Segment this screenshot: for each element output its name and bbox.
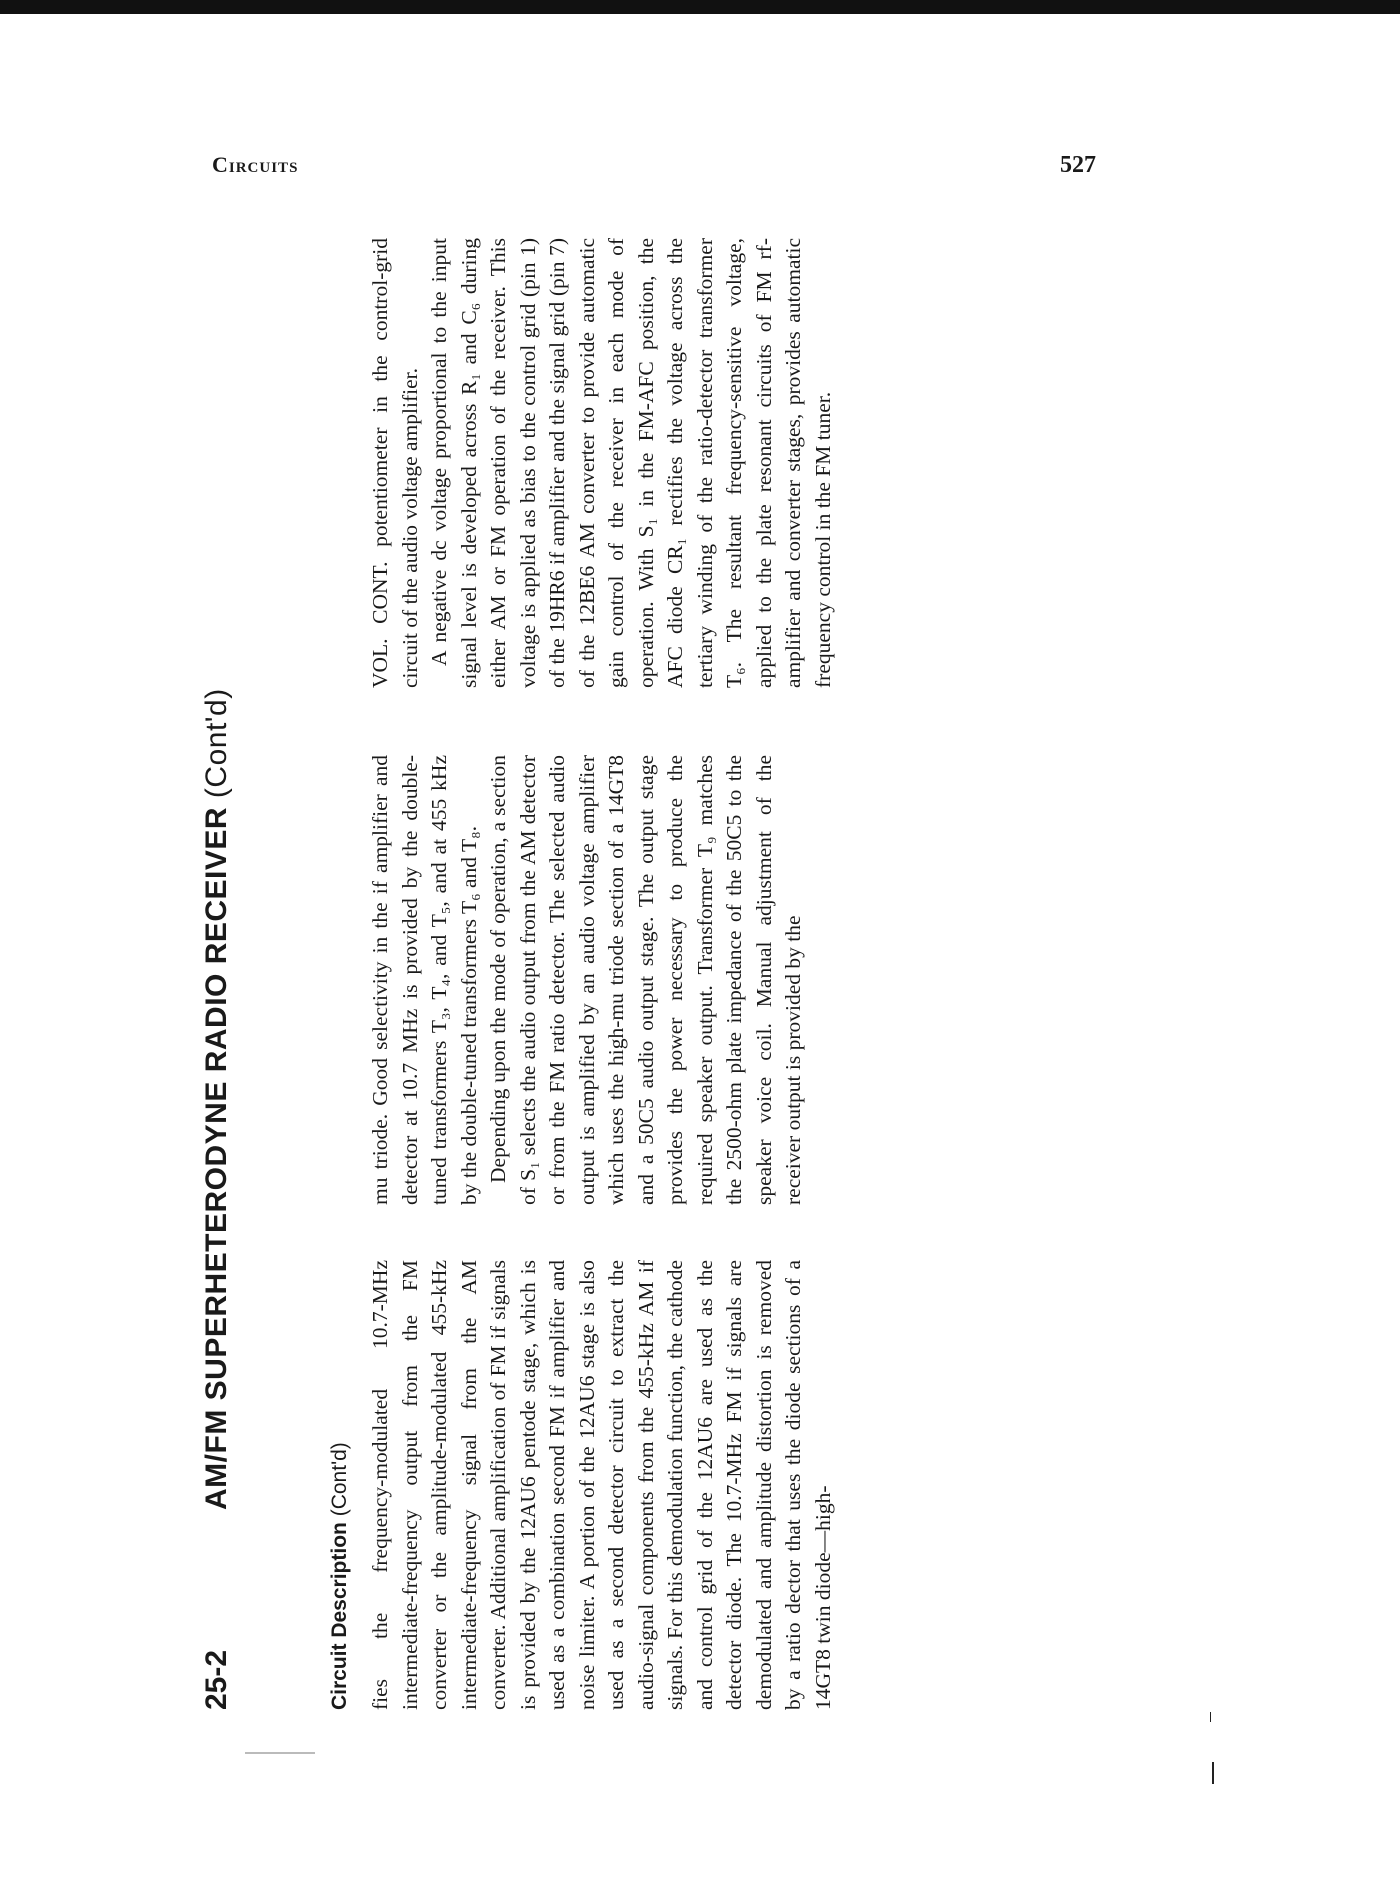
text-column-2 [366, 755, 966, 1205]
page-number: 527 [1060, 152, 1096, 178]
paragraph: VOL. CONT. potentiometer in the control-grid circuit of the audio voltage amplifier. [368, 238, 422, 688]
section-title-contd: (Cont'd) [200, 688, 233, 799]
paragraph: Depending upon the mode of operation, a section of S₁ selects the audio output from the AM detector or from the FM ratio detector. The selected audio output is amplified by an audio voltage amplifier which uses the high-mu triode section of a 14GT8 and a 50C5 audio output stage. The output stage provides the power necessary to produce the required speaker output. Transformer T₉ matches the 2500-ohm plate impedance of the 50C5 to the speaker voice coil. Manual adjustment of the receiver output is provided by the [486, 755, 805, 1205]
scan-artifact-dash [245, 1752, 315, 1754]
section-number: 25-2 [200, 1649, 233, 1710]
paragraph: fies the frequency-modulated 10.7-MHz intermediate-frequency output from the FM converter or the amplitude-modulated 455-kHz intermediate-frequency signal from the AM converter. Additional amplification of FM if signals is provided by the 12AU6 pentode stage, which is used as a combination second FM if amplifier and noise limiter. A portion of the 12AU6 stage is also used as a second detector circuit to extract the audio-signal components from the 455-kHz AM if signals. For this demodulation function, the cathode and control grid of the 12AU6 are used as the detector diode. The 10.7-MHz FM if signals are demodulated and amplitude distortion is removed by a ratio dector that uses the diode sections of a 14GT8 twin diode—high- [368, 1260, 835, 1710]
text-column-3 [366, 238, 966, 688]
running-head: Circuits [212, 152, 299, 177]
section-title [200, 688, 234, 1510]
scan-artifact-mark [1210, 1712, 1211, 1722]
paragraph: mu triode. Good selectivity in the if amplifier and detector at 10.7 MHz is provided by the double-tuned transformers T₃, T₄, and T₅, and at 455 kHz by the double-tuned transformers T₆ and T₈. [368, 755, 481, 1205]
paragraph: A negative dc voltage proportional to the input signal level is developed across R₁ and C₆ during either AM or FM operation of the receiver. This voltage is applied as bias to the control grid (pin 1) of the 19HR6 if amplifier and the signal grid (pin 7) of the 12BE6 AM converter to provide automatic gain control of the receiver in each mode of operation. With S₁ in the FM-AFC position, the AFC diode CR₁ rectifies the voltage across the tertiary winding of the ratio-detector transformer T₆. The resultant frequency-sensitive voltage, applied to the plate resonant circuits of FM rf-amplifier and converter stages, provides automatic frequency control in the FM tuner. [427, 238, 835, 688]
section-title-text: AM/FM SUPERHETERODYNE RADIO RECEIVER [200, 806, 233, 1510]
rotated-page-body [200, 210, 970, 1710]
subsection-title: Circuit Description [328, 1522, 351, 1710]
text-column-1 [366, 1260, 966, 1710]
scan-border-bar [0, 0, 1400, 14]
subsection-heading [328, 1442, 352, 1710]
subsection-contd: (Cont'd) [328, 1442, 351, 1517]
scan-artifact-mark [1212, 1762, 1214, 1784]
